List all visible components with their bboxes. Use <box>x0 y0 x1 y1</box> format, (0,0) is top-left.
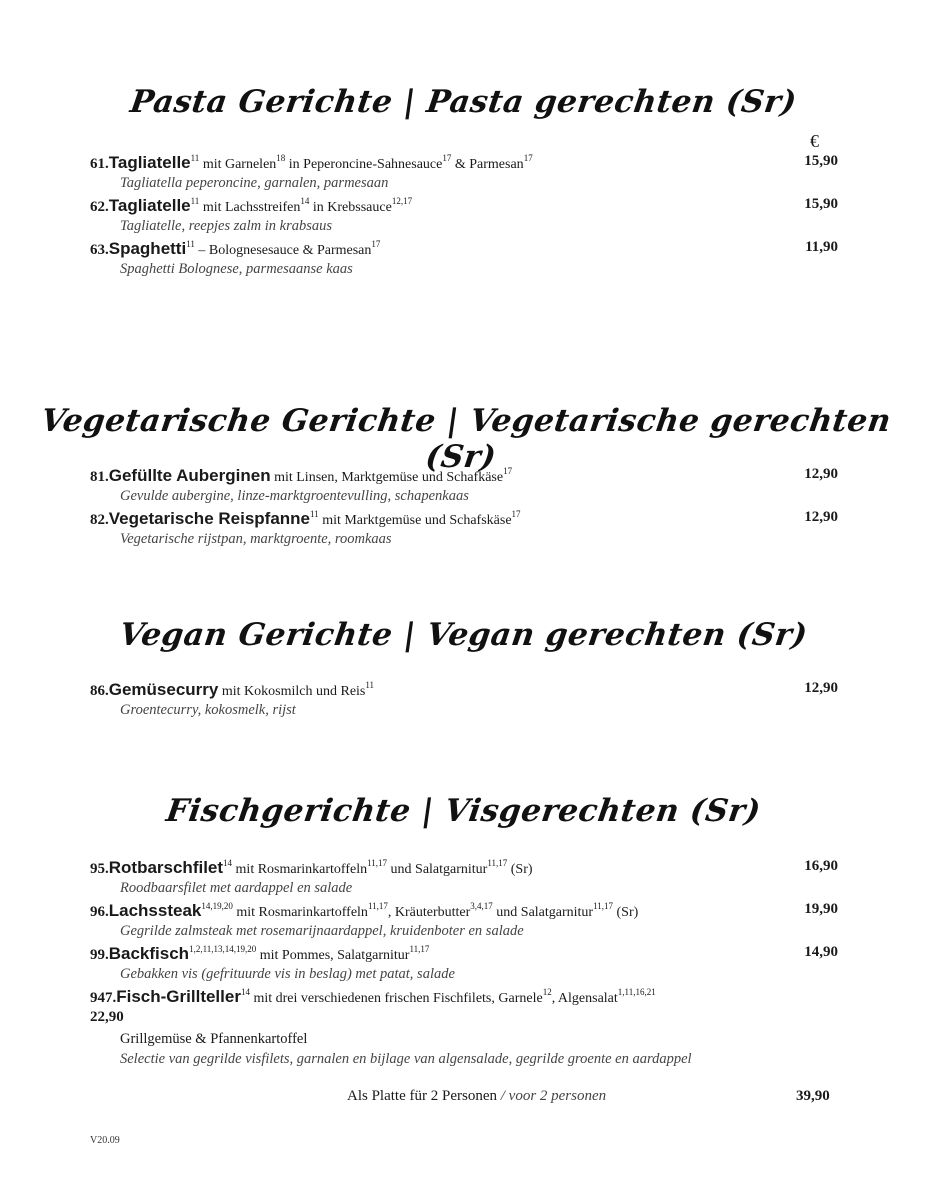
menu-item <box>90 858 838 901</box>
section-vegan <box>90 680 838 723</box>
menu-item-line <box>90 239 838 261</box>
item-price: 11,90 <box>805 239 838 255</box>
item-name: Gefüllte Auberginen <box>108 466 271 485</box>
allergen-codes: 14 <box>223 858 233 868</box>
item-description <box>199 153 533 172</box>
description-text: mit Lachsstreifen <box>199 200 301 215</box>
menu-item <box>90 153 838 196</box>
description-text: in Peperoncine-Sahnesauce <box>285 157 443 172</box>
item-price: 12,90 <box>804 680 838 696</box>
item-description <box>232 858 533 877</box>
section-vegetarisch <box>90 466 838 552</box>
menu-item-text <box>90 944 430 963</box>
item-name: Backfisch <box>108 944 190 963</box>
item-description <box>232 901 639 920</box>
platter-label-nl: voor 2 personen <box>508 1088 607 1104</box>
item-translation-nl: Roodbaarsfilet met aardappel en salade <box>120 880 353 896</box>
description-text: (Sr) <box>507 862 533 877</box>
item-name: Tagliatelle <box>108 153 191 172</box>
item-name: Rotbarschfilet <box>108 858 224 877</box>
allergen-codes: 11,17 <box>593 901 614 912</box>
item-description <box>249 987 656 1006</box>
section-fisch <box>90 858 838 1072</box>
item-translation-nl: Selectie van gegrilde visfilets, garnalen en bijlage van algensalade, gegrilde groente en aardappel <box>120 1051 692 1067</box>
allergen-codes: 11,17 <box>409 944 430 955</box>
allergen-codes: 14 <box>240 987 250 997</box>
description-text: mit Pommes, Salatgarnitur <box>256 948 410 963</box>
menu-item-text <box>90 901 639 920</box>
item-description <box>270 466 513 485</box>
item-translation-nl: Gegrilde zalmsteak met rosemarijnaardappel, kruidenboter en salade <box>120 923 524 939</box>
item-description <box>194 239 381 258</box>
menu-item-line <box>90 901 838 923</box>
description-text: mit Rosmarinkartoffeln <box>232 862 368 877</box>
allergen-codes: 14,19,20 <box>201 901 233 911</box>
item-name: Fisch-Grillteller <box>116 987 241 1006</box>
allergen-codes: 11 <box>310 509 319 519</box>
description-text: mit Linsen, Marktgemüse und Schafkäse <box>270 470 504 485</box>
section-pasta <box>90 153 838 282</box>
item-price: 22,90 <box>90 1009 124 1025</box>
description-text: in Krebssauce <box>309 200 392 215</box>
item-name: Vegetarische Reispfanne <box>108 509 311 528</box>
version-label: V20.09 <box>90 1135 120 1146</box>
allergen-codes: 11,17 <box>367 901 388 912</box>
item-price: 16,90 <box>804 858 838 874</box>
description-text: , Algensalat <box>551 991 618 1006</box>
description-text: – Bolognesesauce & Parmesan <box>194 243 372 258</box>
menu-item-text <box>90 196 413 215</box>
item-number: 81. <box>90 469 109 485</box>
menu-item <box>90 944 838 987</box>
description-text: mit drei verschiedenen frischen Fischfilets, Garnele <box>249 991 543 1006</box>
item-price: 12,90 <box>804 509 838 525</box>
menu-item-text <box>90 680 375 699</box>
item-number: 95. <box>90 861 109 877</box>
allergen-codes: 1,2,11,13,14,19,20 <box>189 944 257 954</box>
heading-pasta: Pasta Gerichte | Pasta gerechten (Sr) <box>128 84 799 120</box>
item-price: 14,90 <box>804 944 838 960</box>
allergen-codes: 17 <box>523 153 533 164</box>
description-text: mit Garnelen <box>199 157 277 172</box>
item-price: 15,90 <box>804 153 838 169</box>
description-text: und Salatgarnitur <box>387 862 488 877</box>
item-number: 96. <box>90 904 109 920</box>
item-name: Lachssteak <box>108 901 202 920</box>
menu-item-line <box>90 858 838 880</box>
heading-vegetarisch: Vegetarische Gerichte | Vegetarische gerechten (Sr) <box>38 403 894 475</box>
item-number: 947. <box>90 990 117 1006</box>
description-text: (Sr) <box>613 905 639 920</box>
allergen-codes: 18 <box>276 153 286 164</box>
allergen-codes: 17 <box>442 153 452 164</box>
item-number: 63. <box>90 242 109 258</box>
item-number: 82. <box>90 512 109 528</box>
allergen-codes: 3,4,17 <box>470 901 493 912</box>
menu-item-line <box>90 466 838 488</box>
item-translation-nl: Gebakken vis (gefrituurde vis in beslag) met patat, salade <box>120 966 455 982</box>
allergen-codes: 17 <box>371 239 381 250</box>
menu-item-text <box>90 509 521 528</box>
item-side-dish: Grillgemüse & Pfannenkartoffel <box>120 1031 308 1047</box>
item-number: 62. <box>90 199 109 215</box>
description-text: mit Rosmarinkartoffeln <box>232 905 368 920</box>
menu-item-line <box>90 153 838 175</box>
item-description <box>199 196 413 215</box>
item-translation-nl: Groentecurry, kokosmelk, rijst <box>120 702 296 718</box>
item-translation-nl: Tagliatella peperoncine, garnalen, parmesaan <box>120 175 389 191</box>
platter-separator: / <box>496 1088 509 1104</box>
item-translation-nl: Spaghetti Bolognese, parmesaanse kaas <box>120 261 353 277</box>
menu-item-text <box>90 987 656 1006</box>
item-number: 99. <box>90 947 109 963</box>
description-text: mit Kokosmilch und Reis <box>218 684 366 699</box>
platter-label: Als Platte für 2 Personen <box>347 1088 497 1104</box>
allergen-codes: 11 <box>186 239 195 249</box>
description-text: & Parmesan <box>451 157 524 172</box>
menu-item-line <box>90 196 838 218</box>
menu-item-line <box>90 987 838 1009</box>
allergen-codes: 12 <box>542 987 552 998</box>
item-price: 15,90 <box>804 196 838 212</box>
item-translation-nl: Tagliatelle, reepjes zalm in krabsaus <box>120 218 332 234</box>
currency-symbol: € <box>810 131 819 151</box>
allergen-codes: 11 <box>365 680 375 691</box>
item-translation-nl: Gevulde aubergine, linze-marktgroentevulling, schapenkaas <box>120 488 469 504</box>
menu-item <box>90 680 838 723</box>
menu-item-line <box>90 680 838 702</box>
item-description <box>318 509 521 528</box>
item-number: 61. <box>90 156 109 172</box>
menu-item <box>90 239 838 282</box>
allergen-codes: 11,17 <box>487 858 508 869</box>
item-description <box>256 944 430 963</box>
description-text: , Kräuterbutter <box>387 905 471 920</box>
allergen-codes: 17 <box>511 509 521 520</box>
menu-item-line <box>90 509 838 531</box>
menu-item <box>90 466 838 509</box>
menu-item-line <box>90 944 838 966</box>
item-description <box>218 680 375 699</box>
allergen-codes: 1,11,16,21 <box>617 987 656 998</box>
menu-item-text <box>90 153 533 172</box>
menu-item <box>90 196 838 239</box>
menu-item-text <box>90 239 381 258</box>
heading-vegan: Vegan Gerichte | Vegan gerechten (Sr) <box>117 617 810 653</box>
description-text: und Salatgarnitur <box>492 905 594 920</box>
heading-fisch: Fischgerichte | Visgerechten (Sr) <box>163 793 764 829</box>
item-price: 12,90 <box>804 466 838 482</box>
menu-item-text <box>90 466 513 485</box>
allergen-codes: 11 <box>190 153 200 163</box>
item-translation-nl: Vegetarische rijstpan, marktgroente, roomkaas <box>120 531 392 547</box>
allergen-codes: 17 <box>503 466 513 477</box>
menu-item <box>90 509 838 552</box>
description-text: mit Marktgemüse und Schafskäse <box>318 513 512 528</box>
platter-price: 39,90 <box>796 1088 830 1104</box>
item-price: 19,90 <box>804 901 838 917</box>
menu-item-text <box>90 858 533 877</box>
platter-option <box>347 1088 606 1105</box>
item-name: Spaghetti <box>108 239 187 258</box>
menu-item <box>90 901 838 944</box>
allergen-codes: 11 <box>190 196 200 206</box>
allergen-codes: 14 <box>300 196 310 207</box>
item-name: Tagliatelle <box>108 196 191 215</box>
item-number: 86. <box>90 683 109 699</box>
item-name: Gemüsecurry <box>108 680 219 699</box>
allergen-codes: 12,17 <box>391 196 413 207</box>
allergen-codes: 11,17 <box>367 858 388 869</box>
menu-item <box>90 987 838 1072</box>
